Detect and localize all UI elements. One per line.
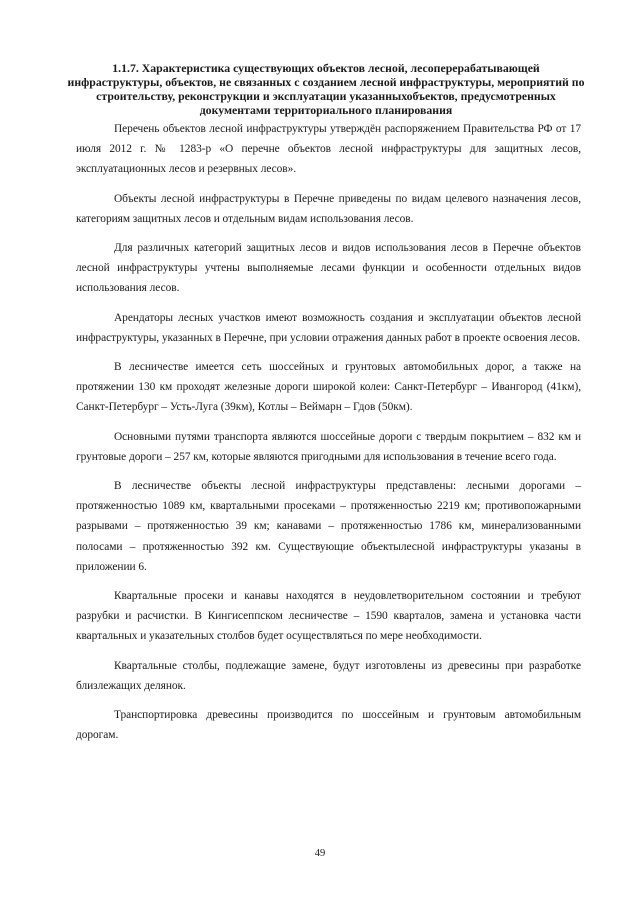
document-body [76,119,581,754]
page-number: 49 [314,848,326,859]
paragraph-2: Объекты лесной инфраструктуры в Перечне приведены по видам целевого назначения лесов, категориям защитных лесов и отдельным видам использования лесов. [76,192,581,225]
paragraph-7: В лесничестве объекты лесной инфраструктуры представлены: лесными дорогами – протяженностью 1089 км, квартальными просеками – протяженностью 2219 км; противопожарными разрывами – протяженностью 39 км; канавами – протяженностью 1786 км, минерализованными полосами – протяженностью 392 км. Существующие объектылесной инфраструктуры указаны в приложении 6. [76,480,581,573]
paragraph-9: Квартальные столбы, подлежащие замене, будут изготовлены из древесины при разработке близлежащих делянок. [76,659,581,692]
paragraph-8: Квартальные просеки и канавы находятся в неудовлетворительном состоянии и требуют разрубки и расчистки. В Кингисеппском лесничестве – 1590 кварталов, замена и установка части квартальных и указательных столбов будет осуществляться по мере необходимости. [76,590,581,643]
paragraph-3: Для различных категорий защитных лесов и видов использования лесов в Перечне объектов лесной инфраструктуры учтены выполняемые лесами функции и особенности отдельных видов использования лесов. [76,242,581,295]
paragraph-10: Транспортировка древесины производится по шоссейным и грунтовым автомобильным дорогам. [76,709,581,742]
paragraph-5: В лесничестве имеется сеть шоссейных и грунтовых автомобильных дорог, а также на протяжении 130 км проходят железные дороги широкой колеи: Санкт-Петербург – Ивангород (41км), Санкт-Петербург – Усть-Луга (39км), Котлы – Веймарн – Гдов (50км). [76,361,581,414]
paragraph-6: Основными путями транспорта являются шоссейные дороги с твердым покрытием – 832 км и грунтовые дороги – 257 км, которые являются пригодными для использования в течение всего года. [76,430,581,463]
paragraph-4: Арендаторы лесных участков имеют возможность создания и эксплуатации объектов лесной инфраструктуры, указанных в Перечне, при условии отражения данных работ в проекте освоения лесов. [76,311,581,344]
paragraph-1: Перечень объектов лесной инфраструктуры утверждён распоряжением Правительства РФ от 17 июля 2012 г. № 1283-р «О перечне объектов лесной инфраструктуры для защитных лесов, эксплуатационных лесов и резервных лесов». [76,123,581,176]
section-heading: 1.1.7. Характеристика существующих объектов лесной, лесоперерабатывающей инфраструктуры, объектов, не связанных с созданием лесной инфраструктуры, мероприятий по строительству, реконструкции и эксплуатации указанныхобъектов, предусмотренных документами территориального планирования [67,61,585,117]
